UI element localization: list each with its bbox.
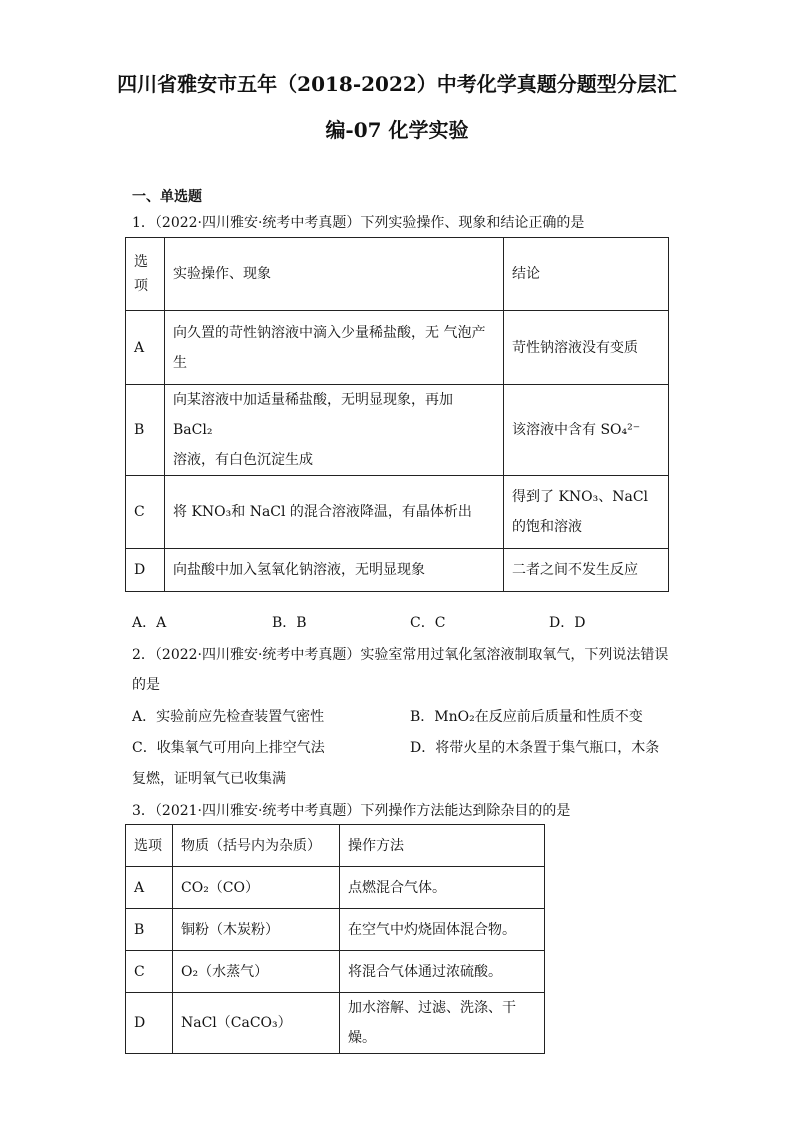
table-row xyxy=(126,867,545,909)
q1-choice-c: C．C xyxy=(410,615,446,631)
q1-choice-a: A．A xyxy=(132,615,167,631)
table-row xyxy=(126,549,669,592)
q3-row-option: A xyxy=(126,867,173,909)
q1-row-operation: 向盐酸中加入氢氧化钠溶液，无明显现象 xyxy=(165,549,504,592)
q1-row-operation: 将 KNO₃和 NaCl 的混合溶液降温，有晶体析出 xyxy=(165,476,504,549)
q3-row-option: D xyxy=(126,993,173,1054)
section-heading: 一、单选题 xyxy=(132,189,202,205)
q1-row-conclusion: 二者之间不发生反应 xyxy=(504,549,669,592)
document-title-line2: 编-07 化学实验 xyxy=(325,118,469,142)
q3-stem: 3．（2021·四川雅安·统考中考真题）下列操作方法能达到除杂目的的是 xyxy=(132,803,571,819)
q1-header-operation: 实验操作、现象 xyxy=(165,238,504,311)
q2-choice-d-cont: 复燃，证明氧气已收集满 xyxy=(132,771,286,787)
q3-row-substance: O₂（水蒸气） xyxy=(173,951,340,993)
q3-row-option: B xyxy=(126,909,173,951)
table-row xyxy=(126,909,545,951)
q3-header-method: 操作方法 xyxy=(340,825,545,867)
q1-choice-d: D．D xyxy=(549,615,586,631)
q3-row-method: 在空气中灼烧固体混合物。 xyxy=(340,909,545,951)
q2-choice-b: B．MnO₂在反应前后质量和性质不变 xyxy=(410,709,643,725)
q1-row-option: C xyxy=(126,476,165,549)
table-row xyxy=(126,311,669,385)
q3-header-option: 选项 xyxy=(126,825,173,867)
table-row xyxy=(126,993,545,1054)
q1-row-conclusion: 得到了 KNO₃、NaCl 的饱和溶液 xyxy=(504,476,669,549)
q1-row-operation: 向某溶液中加适量稀盐酸，无明显现象，再加 BaCl₂ 溶液，有白色沉淀生成 xyxy=(165,385,504,476)
q3-row-method: 将混合气体通过浓硫酸。 xyxy=(340,951,545,993)
q2-choice-a: A．实验前应先检查装置气密性 xyxy=(132,709,325,725)
q2-choice-c: C．收集氧气可用向上排空气法 xyxy=(132,740,325,756)
q3-row-option: C xyxy=(126,951,173,993)
q3-row-substance: CO₂（CO） xyxy=(173,867,340,909)
q1-row-option: D xyxy=(126,549,165,592)
document-title-line1: 四川省雅安市五年（2018-2022）中考化学真题分题型分层汇 xyxy=(117,72,677,96)
q3-row-substance: 铜粉（木炭粉） xyxy=(173,909,340,951)
q1-header-option: 选 项 xyxy=(126,238,165,311)
q3-row-method: 加水溶解、过滤、洗涤、干燥。 xyxy=(340,993,545,1054)
q3-row-method: 点燃混合气体。 xyxy=(340,867,545,909)
q1-row-conclusion: 苛性钠溶液没有变质 xyxy=(504,311,669,385)
q1-row-option: B xyxy=(126,385,165,476)
q3-row-substance: NaCl（CaCO₃） xyxy=(173,993,340,1054)
table-row xyxy=(126,476,669,549)
q2-stem: 2．（2022·四川雅安·统考中考真题）实验室常用过氧化氢溶液制取氧气，下列说法错误 xyxy=(132,647,669,663)
q2-choice-d: D．将带火星的木条置于集气瓶口，木条 xyxy=(410,740,660,756)
q1-header-conclusion: 结论 xyxy=(504,238,669,311)
q1-row-option: A xyxy=(126,311,165,385)
q1-choice-b: B．B xyxy=(272,615,307,631)
q1-stem: 1．（2022·四川雅安·统考中考真题）下列实验操作、现象和结论正确的是 xyxy=(132,215,585,231)
q3-header-substance: 物质（括号内为杂质） xyxy=(173,825,340,867)
q1-row-operation: 向久置的苛性钠溶液中滴入少量稀盐酸，无 气泡产 生 xyxy=(165,311,504,385)
table-row xyxy=(126,385,669,476)
q1-table xyxy=(125,237,669,592)
q1-row-conclusion: 该溶液中含有 SO₄²⁻ xyxy=(504,385,669,476)
q3-table xyxy=(125,824,545,1054)
q2-stem-cont: 的是 xyxy=(132,677,160,693)
table-row xyxy=(126,951,545,993)
